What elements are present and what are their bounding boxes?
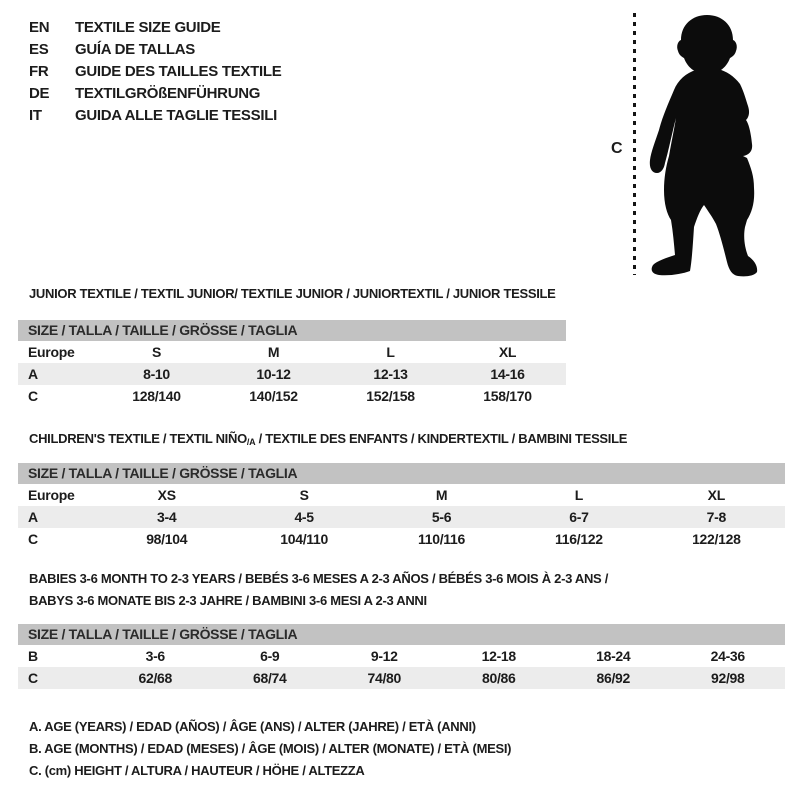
title-text: CHILDREN'S TEXTILE / TEXTIL NIÑO: [29, 431, 247, 446]
children-section-title: [29, 431, 785, 450]
cell-value: 116/122: [555, 531, 603, 547]
children-size-table: [18, 463, 785, 550]
junior-size-table: [18, 320, 566, 407]
table-row: [18, 484, 785, 506]
children-section: [18, 431, 785, 550]
cell-value: 3-6: [145, 648, 165, 664]
cell-value: 18-24: [596, 648, 631, 664]
cell-value: L: [574, 487, 584, 503]
cell-value: M: [267, 344, 280, 360]
cell-value: 80/86: [481, 670, 516, 686]
title-text-line2: BABYS 3-6 MONATE BIS 2-3 JAHRE / BAMBINI 3-6 MESI A 2-3 ANNI: [29, 593, 427, 608]
note-c: C. (cm) HEIGHT / ALTURA / HAUTEUR / HÖHE / ALTEZZA: [29, 763, 365, 778]
size-header-bar: SIZE / TALLA / TAILLE / GRÖSSE / TAGLIA: [18, 624, 785, 645]
table-row: [18, 667, 785, 689]
cell-value: 7-8: [706, 509, 726, 525]
cell-value: 158/170: [483, 388, 532, 404]
cell-value: 8-10: [143, 366, 170, 382]
cell-value: 12-18: [481, 648, 516, 664]
row-label: B: [28, 648, 38, 664]
cell-value: 3-4: [157, 509, 177, 525]
lang-code: IT: [29, 106, 42, 124]
lang-label: GUIDE DES TAILLES TEXTILE: [75, 62, 282, 80]
note-b: B. AGE (MONTHS) / EDAD (MESES) / ÂGE (MOIS) / ALTER (MONATE) / ETÀ (MESI): [29, 741, 512, 756]
lang-label: GUÍA DE TALLAS: [75, 40, 195, 58]
row-label: Europe: [28, 344, 75, 360]
title-subscript: /A: [246, 437, 256, 447]
cell-value: XL: [498, 344, 517, 360]
cell-value: M: [435, 487, 448, 503]
cell-value: 140/152: [249, 388, 298, 404]
legend-notes: [29, 716, 785, 782]
height-marker-label: C: [611, 140, 623, 157]
cell-value: 122/128: [692, 531, 741, 547]
lang-label: TEXTILGRÖßENFÜHRUNG: [75, 84, 261, 102]
cell-value: XS: [157, 487, 176, 503]
cell-value: 24-36: [710, 648, 745, 664]
lang-code: EN: [29, 18, 50, 36]
lang-code: DE: [29, 84, 50, 102]
table-row: [18, 506, 785, 528]
row-label: A: [28, 509, 38, 525]
babies-size-table: [18, 624, 785, 689]
babies-section: [18, 568, 785, 689]
lang-code: ES: [29, 40, 49, 58]
row-label: C: [28, 670, 38, 686]
cell-value: 4-5: [294, 509, 314, 525]
title-text: / TEXTILE DES ENFANTS / KINDERTEXTIL / BAMBINI TESSILE: [255, 431, 628, 446]
cell-value: 68/74: [252, 670, 287, 686]
cell-value: 62/68: [138, 670, 173, 686]
cell-value: 92/98: [710, 670, 745, 686]
cell-value: 74/80: [367, 670, 402, 686]
table-row: [18, 645, 785, 667]
cell-value: 10-12: [256, 366, 291, 382]
toddler-silhouette-icon: [648, 12, 762, 280]
cell-value: 6-9: [260, 648, 280, 664]
babies-section-title: [29, 568, 785, 612]
cell-value: 6-7: [569, 509, 589, 525]
table-row: [18, 363, 566, 385]
row-label: C: [28, 388, 38, 404]
lang-code: FR: [29, 62, 49, 80]
note-a: A. AGE (YEARS) / EDAD (AÑOS) / ÂGE (ANS) / ALTER (JAHRE) / ETÀ (ANNI): [29, 719, 476, 734]
table-row: [18, 528, 785, 550]
junior-section: [18, 286, 785, 407]
cell-value: 86/92: [596, 670, 631, 686]
cell-value: 98/104: [146, 531, 188, 547]
cell-value: 9-12: [370, 648, 398, 664]
cell-value: 104/110: [280, 531, 328, 547]
cell-value: 152/158: [366, 388, 415, 404]
row-label: Europe: [28, 487, 75, 503]
cell-value: XL: [707, 487, 725, 503]
cell-value: S: [299, 487, 309, 503]
size-header-bar: SIZE / TALLA / TAILLE / GRÖSSE / TAGLIA: [18, 320, 566, 341]
cell-value: 14-16: [490, 366, 525, 382]
table-row: [18, 341, 566, 363]
size-header-bar: SIZE / TALLA / TAILLE / GRÖSSE / TAGLIA: [18, 463, 785, 484]
cell-value: 128/140: [132, 388, 181, 404]
cell-value: 110/116: [418, 531, 465, 547]
lang-label: GUIDA ALLE TAGLIE TESSILI: [75, 106, 277, 124]
cell-value: 12-13: [373, 366, 408, 382]
title-text: JUNIOR TEXTILE / TEXTIL JUNIOR/ TEXTILE JUNIOR / JUNIORTEXTIL / JUNIOR TESSILE: [29, 286, 556, 301]
cell-value: L: [386, 344, 395, 360]
measurement-figure: [605, 8, 783, 293]
cell-value: S: [151, 344, 162, 360]
table-row: [18, 385, 566, 407]
title-text-line1: BABIES 3-6 MONTH TO 2-3 YEARS / BEBÉS 3-6 MESES A 2-3 AÑOS / BÉBÉS 3-6 MOIS À 2-3 ANS /: [29, 571, 609, 586]
row-label: C: [28, 531, 38, 547]
height-dashed-line: [633, 13, 636, 275]
cell-value: 5-6: [431, 509, 452, 525]
lang-label: TEXTILE SIZE GUIDE: [75, 18, 221, 36]
row-label: A: [28, 366, 38, 382]
